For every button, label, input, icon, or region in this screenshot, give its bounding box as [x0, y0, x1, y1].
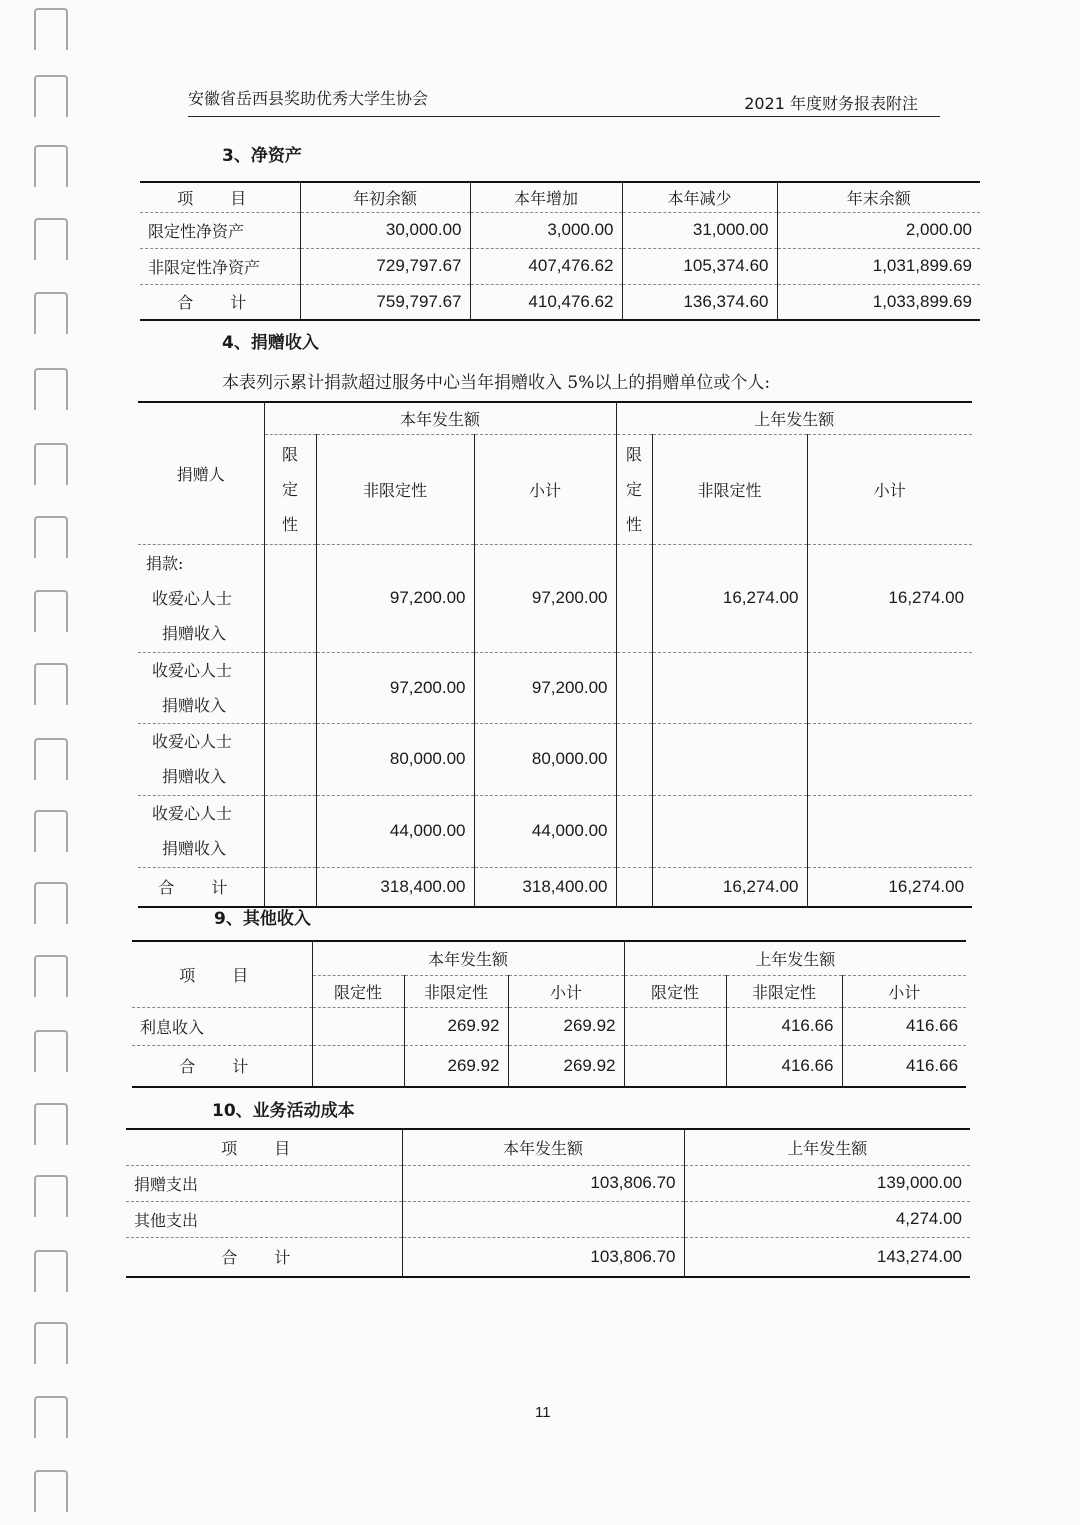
cell-value: 139,000.00: [684, 1165, 970, 1201]
cell-value: 16,274.00: [652, 867, 807, 907]
donor-name: 收爱心人士 捐赠收入: [138, 652, 264, 723]
cell-value: [807, 795, 972, 867]
cell-value: [616, 867, 652, 907]
cell-value: [402, 1201, 684, 1237]
cell-value: [807, 723, 972, 795]
table-row: [140, 212, 980, 248]
cell-value: 80,000.00: [474, 723, 616, 795]
cell-value: 103,806.70: [402, 1165, 684, 1201]
cell-value: 318,400.00: [474, 867, 616, 907]
other-income-table: [132, 940, 966, 1088]
column-header: 本年增加: [470, 182, 622, 212]
current-year-header: 本年发生额: [264, 402, 616, 434]
cell-value: [616, 652, 652, 723]
cell-value: 416.66: [842, 1045, 966, 1087]
row-label: 捐赠支出: [126, 1165, 402, 1201]
donor-header: 捐赠人: [138, 402, 264, 544]
column-header: 本年发生额: [402, 1129, 684, 1165]
cell-value: 16,274.00: [652, 544, 807, 652]
row-label: 合 计: [140, 284, 300, 320]
page-number: 11: [535, 1404, 551, 1421]
donations-table: [138, 401, 972, 908]
cell-value: 30,000.00: [300, 212, 470, 248]
table-row-total: [138, 867, 972, 907]
cell-value: 759,797.67: [300, 284, 470, 320]
cell-value: [312, 1007, 404, 1045]
subtotal-header: 小计: [474, 434, 616, 544]
cell-value: [616, 795, 652, 867]
restricted-header: 限定性: [624, 975, 726, 1007]
cell-value: [616, 544, 652, 652]
table-row: [138, 723, 972, 795]
unrestricted-header: 非限定性: [652, 434, 807, 544]
row-label: 非限定性净资产: [140, 248, 300, 284]
cell-value: [264, 652, 316, 723]
cell-value: 16,274.00: [807, 867, 972, 907]
section-title-net-assets: 3、净资产: [222, 146, 302, 166]
business-cost-table: [126, 1128, 970, 1278]
cell-value: 416.66: [726, 1045, 842, 1087]
subtotal-header: 小计: [842, 975, 966, 1007]
row-label: 合 计: [132, 1045, 312, 1087]
cell-value: [652, 652, 807, 723]
unrestricted-header: 非限定性: [404, 975, 508, 1007]
cell-value: 407,476.62: [470, 248, 622, 284]
cell-value: 1,031,899.69: [777, 248, 980, 284]
cell-value: 1,033,899.69: [777, 284, 980, 320]
cell-value: 3,000.00: [470, 212, 622, 248]
cell-value: 269.92: [404, 1007, 508, 1045]
cell-value: 269.92: [508, 1045, 624, 1087]
restricted-header: 限定性: [312, 975, 404, 1007]
table-row: [132, 1007, 966, 1045]
cell-value: 269.92: [508, 1007, 624, 1045]
cell-value: [312, 1045, 404, 1087]
cell-value: 410,476.62: [470, 284, 622, 320]
cell-value: 105,374.60: [622, 248, 777, 284]
donor-name: 捐款: 收爱心人士 捐赠收入: [138, 544, 264, 652]
column-header: 年初余额: [300, 182, 470, 212]
subtotal-header: 小计: [508, 975, 624, 1007]
cell-value: [624, 1007, 726, 1045]
cell-value: 44,000.00: [316, 795, 474, 867]
cell-value: [264, 544, 316, 652]
column-header: 项 目: [140, 182, 300, 212]
row-label: 合 计: [126, 1237, 402, 1277]
section-title-other-income: 9、其他收入: [214, 909, 311, 929]
donor-name: 收爱心人士 捐赠收入: [138, 795, 264, 867]
unrestricted-header: 非限定性: [316, 434, 474, 544]
cell-value: 97,200.00: [474, 652, 616, 723]
row-label: 利息收入: [132, 1007, 312, 1045]
row-label: 其他支出: [126, 1201, 402, 1237]
cell-value: [264, 867, 316, 907]
unrestricted-header: 非限定性: [726, 975, 842, 1007]
cell-value: 31,000.00: [622, 212, 777, 248]
restricted-header: 限 定 性: [616, 434, 652, 544]
cell-value: [616, 723, 652, 795]
table-row: [140, 248, 980, 284]
report-title: 2021 年度财务报表附注: [744, 94, 918, 113]
net-assets-table: [140, 181, 980, 321]
donations-note: 本表列示累计捐款超过服务中心当年捐赠收入 5%以上的捐赠单位或个人:: [222, 373, 771, 393]
subtotal-header: 小计: [807, 434, 972, 544]
cell-value: 80,000.00: [316, 723, 474, 795]
cell-value: 729,797.67: [300, 248, 470, 284]
cell-value: 97,200.00: [474, 544, 616, 652]
cell-value: 2,000.00: [777, 212, 980, 248]
organization-name: 安徽省岳西县奖助优秀大学生协会: [188, 89, 429, 108]
table-row: [126, 1165, 970, 1201]
section-title-business-cost: 10、业务活动成本: [212, 1101, 355, 1121]
cell-value: 318,400.00: [316, 867, 474, 907]
cell-value: 143,274.00: [684, 1237, 970, 1277]
section-title-donations: 4、捐赠收入: [222, 333, 319, 353]
table-row: [138, 652, 972, 723]
binding-holes: [0, 0, 72, 1525]
cell-value: 416.66: [726, 1007, 842, 1045]
table-row-total: [126, 1237, 970, 1277]
column-header: 本年减少: [622, 182, 777, 212]
item-header: 项 目: [132, 941, 312, 1007]
prior-year-header: 上年发生额: [616, 402, 972, 434]
row-label: 限定性净资产: [140, 212, 300, 248]
cell-value: 416.66: [842, 1007, 966, 1045]
cell-value: 136,374.60: [622, 284, 777, 320]
table-row: [138, 795, 972, 867]
cell-value: [807, 652, 972, 723]
cell-value: [652, 723, 807, 795]
cell-value: 97,200.00: [316, 544, 474, 652]
table-row: [126, 1201, 970, 1237]
cell-value: 44,000.00: [474, 795, 616, 867]
cell-value: 103,806.70: [402, 1237, 684, 1277]
cell-value: 4,274.00: [684, 1201, 970, 1237]
column-header: 项 目: [126, 1129, 402, 1165]
table-row-total: [132, 1045, 966, 1087]
prior-year-header: 上年发生额: [624, 941, 966, 975]
page-header: [188, 86, 940, 117]
cell-value: [652, 795, 807, 867]
cell-value: 269.92: [404, 1045, 508, 1087]
table-row-total: [140, 284, 980, 320]
cell-value: 16,274.00: [807, 544, 972, 652]
current-year-header: 本年发生额: [312, 941, 624, 975]
cell-value: [264, 723, 316, 795]
donor-name: 收爱心人士 捐赠收入: [138, 723, 264, 795]
cell-value: [624, 1045, 726, 1087]
cell-value: 97,200.00: [316, 652, 474, 723]
column-header: 上年发生额: [684, 1129, 970, 1165]
table-row: [138, 544, 972, 652]
row-label: 合 计: [138, 867, 264, 907]
column-header: 年末余额: [777, 182, 980, 212]
restricted-header: 限 定 性: [264, 434, 316, 544]
cell-value: [264, 795, 316, 867]
